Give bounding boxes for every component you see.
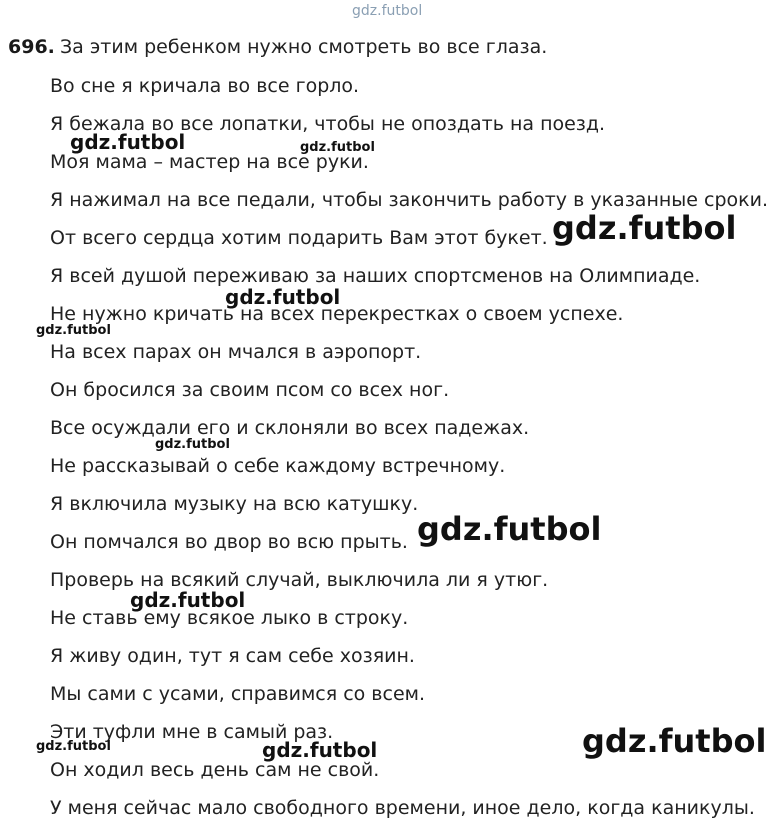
sentence-9: На всех парах он мчался в аэропорт. <box>50 341 422 363</box>
sentence-15: Проверь на всякий случай, выключила ли я утюг. <box>50 569 549 591</box>
watermark: gdz.futbol <box>36 739 111 754</box>
sentence-5: Я нажимал на все педали, чтобы закончить работу в указанные сроки. <box>50 189 769 211</box>
watermark: gdz.futbol <box>36 323 111 338</box>
sentence-14: Он помчался во двор во всю прыть. <box>50 531 408 553</box>
exercise-number: 696. <box>8 36 55 58</box>
sentence-8: Не нужно кричать на всех перекрестках о своем успехе. <box>50 303 624 325</box>
sentence-10: Он бросился за своим псом со всех ног. <box>50 379 450 401</box>
watermark: gdz.futbol <box>130 588 246 612</box>
sentence-16: Не ставь ему всякое лыко в строку. <box>50 607 409 629</box>
sentence-20: Он ходил весь день сам не свой. <box>50 759 380 781</box>
sentence-3: Я бежала во все лопатки, чтобы не опоздать на поезд. <box>50 113 606 135</box>
watermark: gdz.futbol <box>155 437 230 452</box>
sentence-11: Все осуждали его и склоняли во всех падежах. <box>50 417 530 439</box>
watermark-top: gdz.futbol <box>352 3 423 19</box>
watermark: gdz.futbol <box>225 285 341 309</box>
sentence-12: Не рассказывай о себе каждому встречному. <box>50 455 506 477</box>
sentence-18: Мы сами с усами, справимся со всем. <box>50 683 426 705</box>
watermark: gdz.futbol <box>582 722 767 760</box>
sentence-13: Я включила музыку на всю катушку. <box>50 493 419 515</box>
sentence-2: Во сне я кричала во все горло. <box>50 75 360 97</box>
sentence-6: От всего сердца хотим подарить Вам этот букет. <box>50 227 548 249</box>
watermark: gdz.futbol <box>300 140 375 155</box>
sentence-19: Эти туфли мне в самый раз. <box>50 721 334 743</box>
sentence-1: За этим ребенком нужно смотреть во все глаза. <box>60 36 548 58</box>
sentence-7: Я всей душой переживаю за наших спортсменов на Олимпиаде. <box>50 265 701 287</box>
watermark: gdz.futbol <box>417 510 602 548</box>
sentence-21: У меня сейчас мало свободного времени, иное дело, когда каникулы. <box>50 797 755 819</box>
watermark: gdz.futbol <box>70 130 186 154</box>
watermark: gdz.futbol <box>552 209 737 247</box>
sentence-4: Моя мама – мастер на все руки. <box>50 151 369 173</box>
sentence-17: Я живу один, тут я сам себе хозяин. <box>50 645 415 667</box>
watermark: gdz.futbol <box>262 738 378 762</box>
